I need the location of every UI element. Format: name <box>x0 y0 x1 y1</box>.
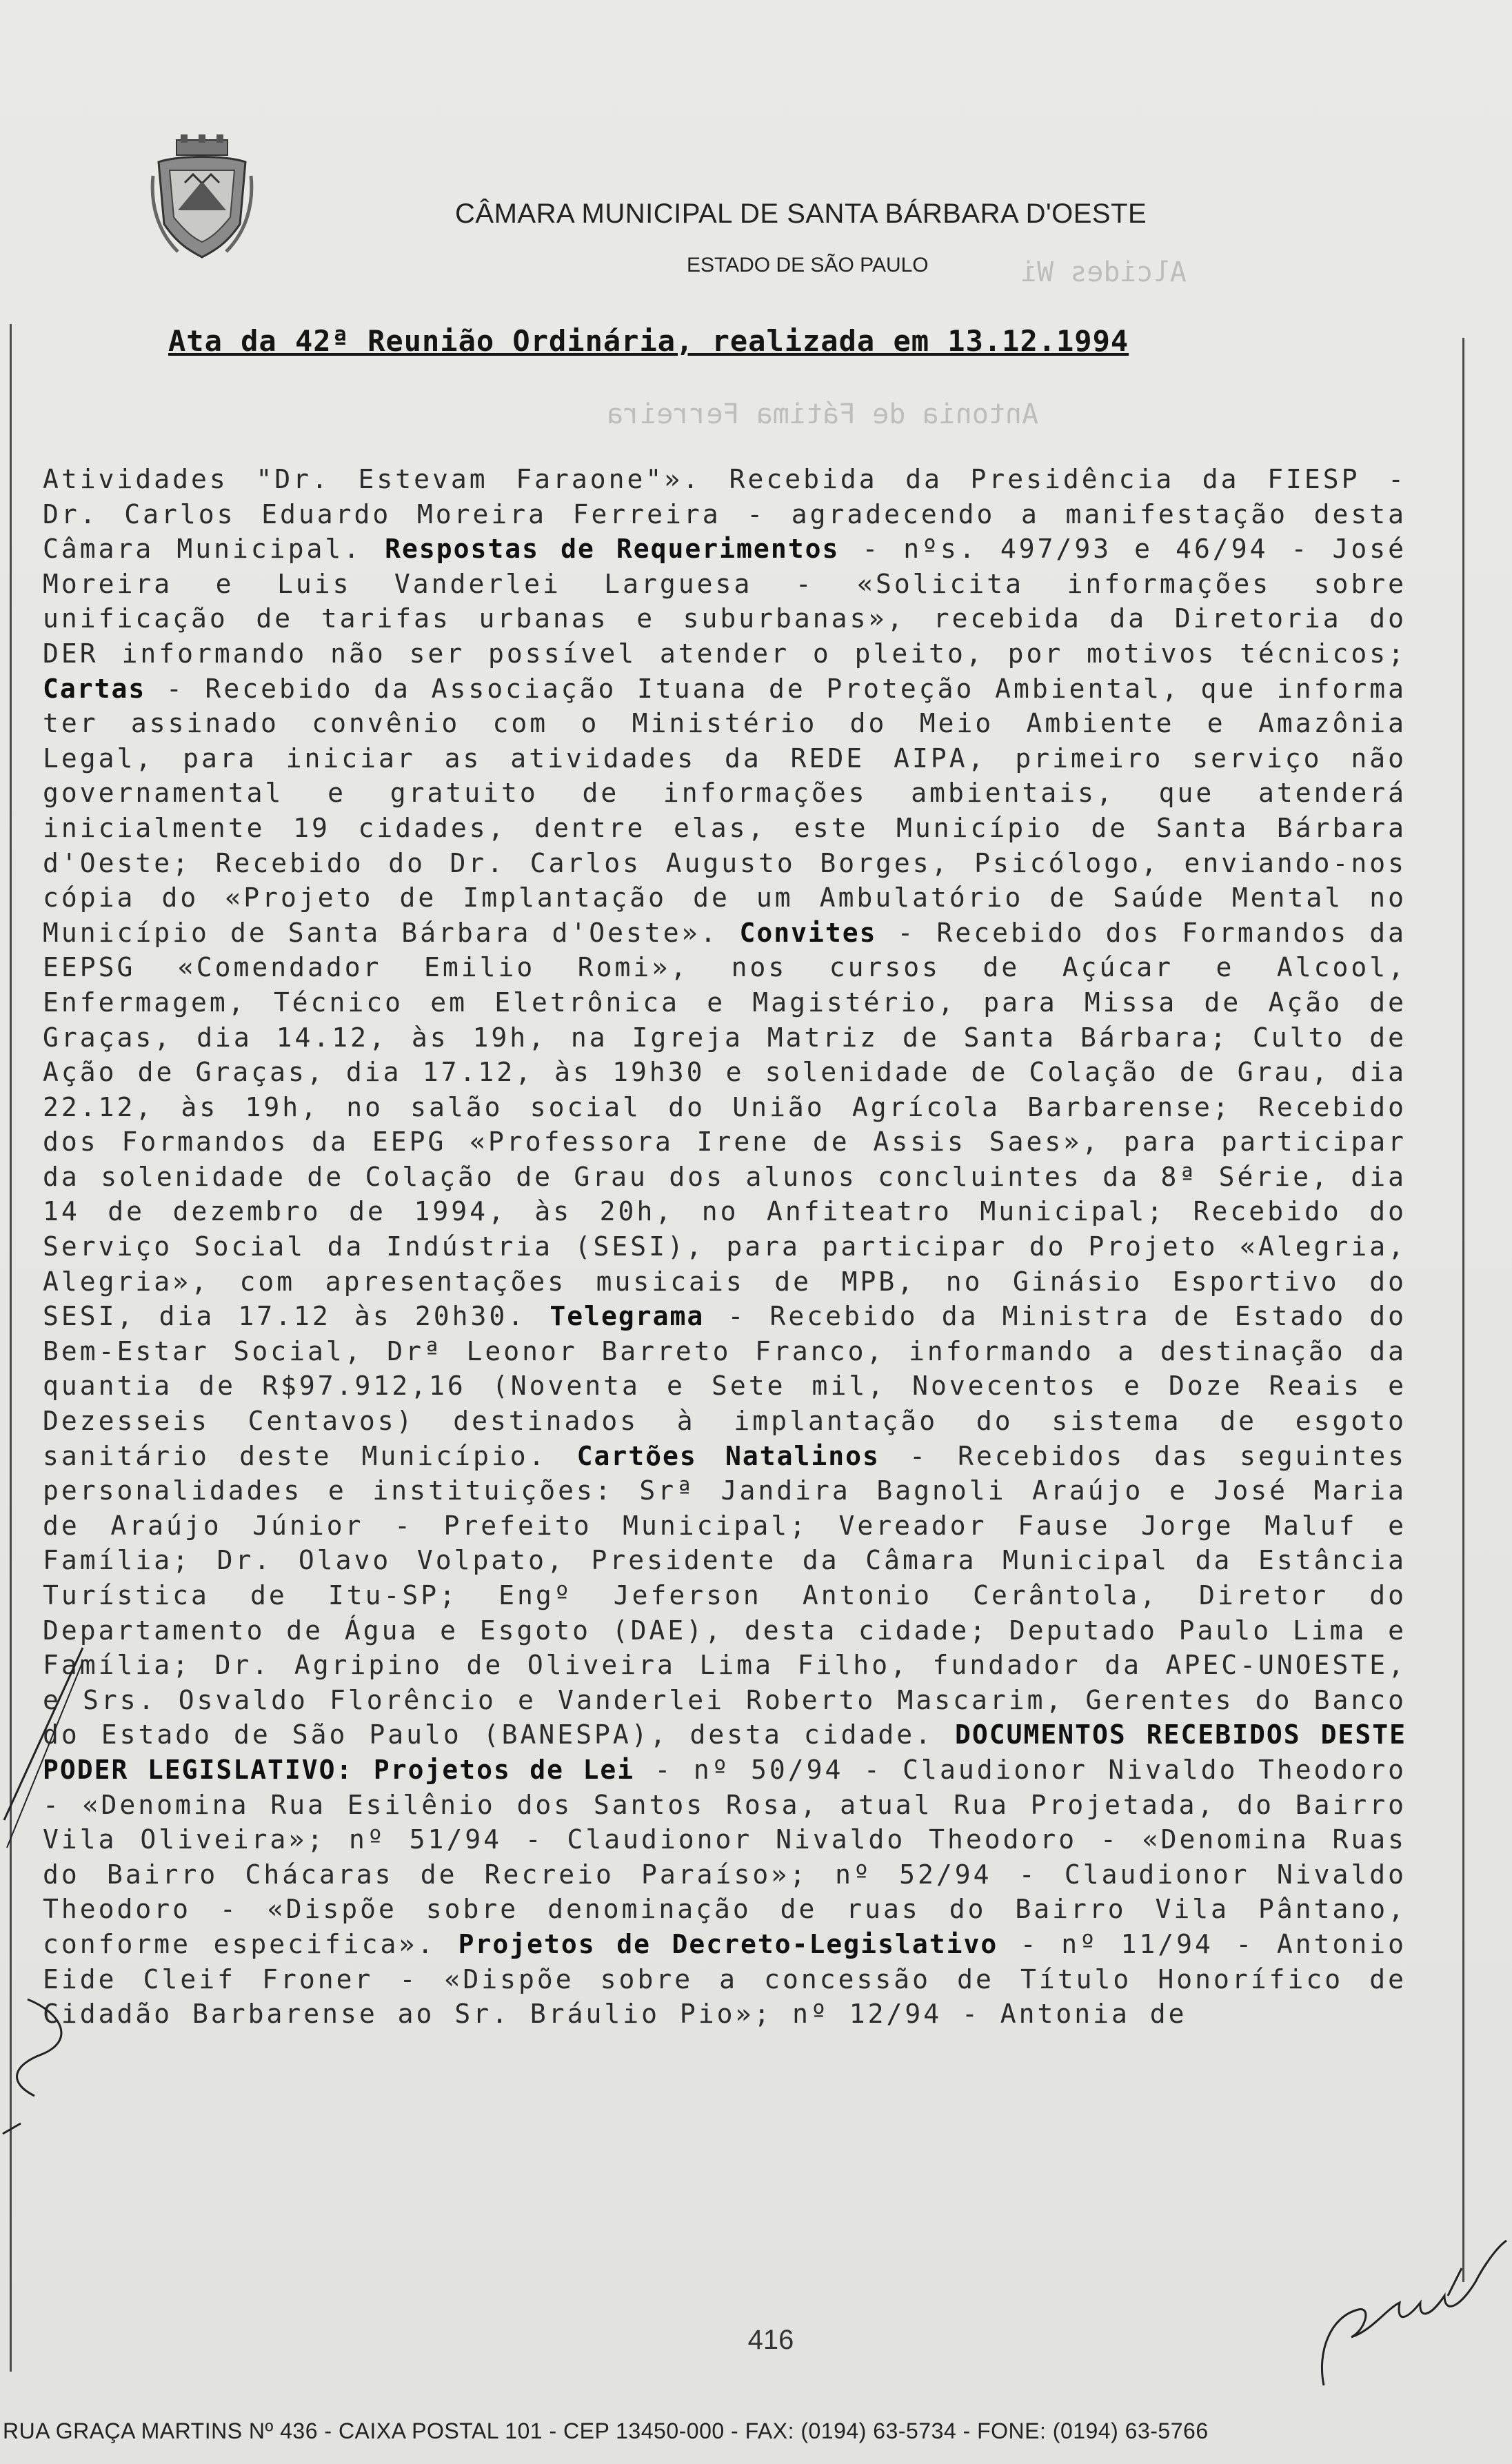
footer-address: RUA GRAÇA MARTINS Nº 436 - CAIXA POSTAL 101 - CEP 13450-000 - FAX: (0194) 63-5734 - FONE: (0194) 63-5766 <box>3 2418 1209 2443</box>
margin-pen-strokes <box>0 1641 90 2137</box>
body-paragraph: - Recebidos das seguintes personalidades e instituições: Srª Jandira Bagnoli Araújo e José Maria de Araújo Júnior - Prefeito Municipal; Vereador Fause Jorge Maluf e Família; Dr. Olavo Volpato, Presidente da Câmara Municipal da Estância Turística de Itu-SP; Engº Jeferson Antonio Cerântola, Diretor do Departamento de Água e Esgoto (DAE), desta cidade; Deputado Paulo Lima e Família; Dr. Agripino de Oliveira Lima Filho, fundador da APEC-UNOESTE, e Srs. Osvaldo Florêncio e Vanderlei Roberto Mascarim, Gerentes do Banco do Estado de São Paulo (BANESPA), desta cidade. <box>43 1440 1407 1750</box>
right-margin-rule <box>1462 338 1464 2282</box>
section-heading: Cartões Natalinos <box>576 1440 880 1471</box>
body-paragraph: - nº 11/94 - Antonio Eide Cleif Froner - «Dispõe sobre a concessão de Título Honorífico de Cidadão Barbarense ao Sr. Bráulio Pio»; nº 12/94 - Antonia de <box>43 1928 1407 2030</box>
bleed-through-text: Antonia de Fátima Ferreira <box>607 398 1039 430</box>
section-heading: Telegrama <box>550 1301 705 1332</box>
body-paragraph: - Recebido da Ministra de Estado do Bem-Estar Social, Drª Leonor Barreto Franco, informando a destinação da quantia de R$97.912,16 (Noventa e Sete mil, Novecentos e Doze Reais e Dezesseis Centavos) destinados à implantação do sistema de esgoto sanitário deste Município. <box>43 1301 1407 1471</box>
body-paragraph: - Recebido da Associação Ituana de Proteção Ambiental, que informa ter assinado convênio com o Ministério do Meio Ambiente e Amazônia Legal, para iniciar as atividades da REDE AIPA, primeiro serviço não governamental e gratuito de informações ambientais, que atenderá inicialmente 19 cidades, dentre elas, este Município de Santa Bárbara d'Oeste; Recebido do Dr. Carlos Augusto Borges, Psicólogo, enviando-nos cópia do «Projeto de Implantação de um Ambulatório de Saúde Mental no Município de Santa Bárbara d'Oeste». <box>43 673 1407 948</box>
section-heading: Convites <box>739 917 877 948</box>
body-paragraph: - Recebido dos Formandos da EEPSG «Comendador Emilio Romi», nos cursos de Açúcar e Alcool, Enfermagem, Técnico em Eletrônica e Magistério, para Missa de Ação de Graças, dia 14.12, às 19h, na Igreja Matriz de Santa Bárbara; Culto de Ação de Graças, dia 17.12, às 19h30 e solenidade de Colação de Grau, dia 22.12, às 19h, no salão social do União Agrícola Barbarense; Recebido dos Formandos da EEPG «Professora Irene de Assis Saes», para participar da solenidade de Colação de Grau dos alunos concluintes da 8ª Série, dia 14 de dezembro de 1994, às 20h, no Anfiteatro Municipal; Recebido do Serviço Social da Indústria (SESI), para participar do Projeto «Alegria, Alegria», com apresentações musicais de MPB, no Ginásio Esportivo do SESI, dia 17.12 às 20h30. <box>43 917 1407 1332</box>
signature-initials <box>1310 2192 1510 2399</box>
body-paragraph: - nº 50/94 - Claudionor Nivaldo Theodoro - «Denomina Rua Esilênio dos Santos Rosa, atual Rua Projetada, do Bairro Vila Oliveira»; nº 51/94 - Claudionor Nivaldo Theodoro - «Denomina Ruas do Bairro Chácaras de Recreio Paraíso»; nº 52/94 - Claudionor Nivaldo Theodoro - «Dispõe sobre denominação de ruas do Bairro Vila Pântano, conforme especifica». <box>43 1754 1407 1959</box>
section-heading: Projetos de Lei <box>373 1754 635 1785</box>
page-number: 416 <box>747 2325 794 2355</box>
section-heading: Cartas <box>43 673 146 704</box>
body-paragraph: - nºs. 497/93 e 46/94 - José Moreira e Luis Vanderlei Larguesa - «Solicita informações sobre unificação de tarifas urbanas e suburbanas», recebida da Diretoria do DER informando não ser possível atender o pleito, por motivos técnicos; <box>43 534 1407 669</box>
section-heading: Respostas de Requerimentos <box>385 534 840 565</box>
section-heading: DOCUMENTOS RECEBIDOS DESTE PODER LEGISLATIVO: <box>43 1719 1407 1785</box>
document-title: Ata da 42ª Reunião Ordinária, realizada em 13.12.1994 <box>168 324 1129 358</box>
minutes-body <box>43 462 1407 2032</box>
body-paragraph: Atividades "Dr. Estevam Faraone"». Recebida da Presidência da FIESP - Dr. Carlos Eduardo Moreira Ferreira - agradecendo a manifestação desta Câmara Municipal. <box>43 464 1407 565</box>
institution-name: CÂMARA MUNICIPAL DE SANTA BÁRBARA D'OESTE <box>455 199 1147 229</box>
coat-of-arms-icon <box>150 134 254 262</box>
state-name: ESTADO DE SÃO PAULO <box>687 254 929 276</box>
section-heading: Projetos de Decreto-Legislativo <box>458 1928 998 1959</box>
bleed-through-text: Alcides Wi <box>1020 256 1187 288</box>
